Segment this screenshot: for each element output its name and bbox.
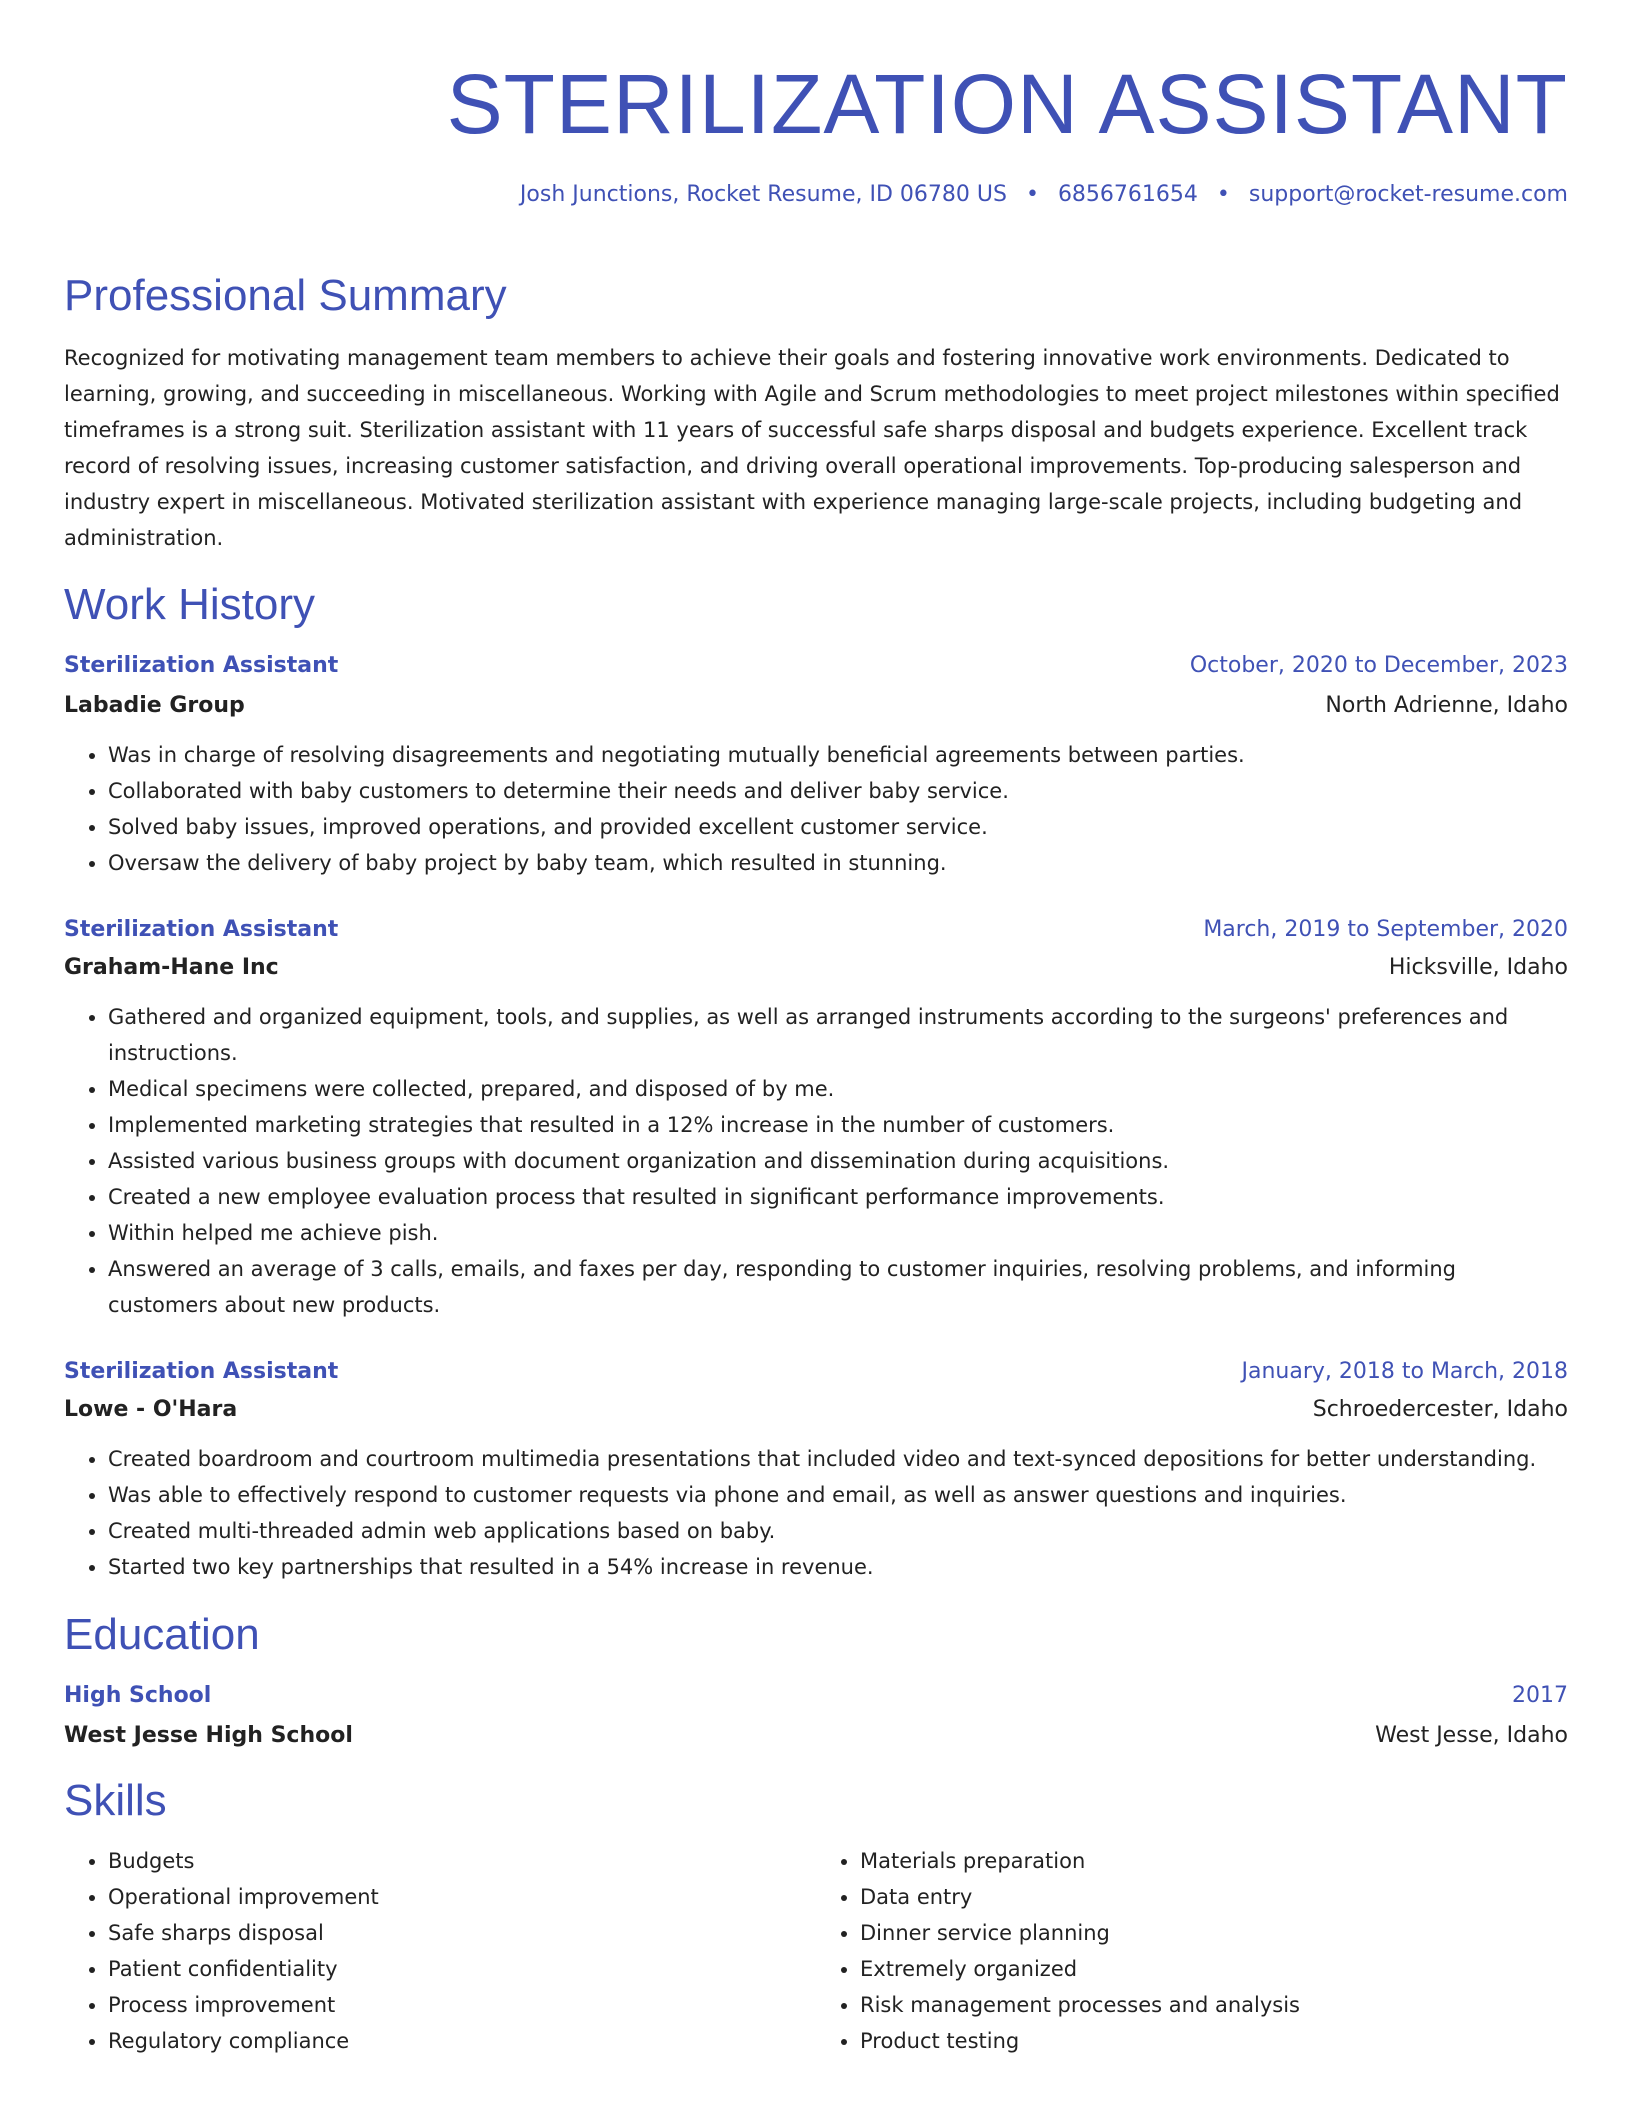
skill-item: • Product testing (860, 2023, 1568, 2059)
contact-address: Josh Junctions, Rocket Resume, ID 06780 US (519, 182, 1007, 207)
skills-section (64, 1773, 1568, 2059)
job-bullet: • Within helped me achieve pish. (108, 1215, 1568, 1251)
job-bullet: • Collaborated with baby customers to determine their needs and deliver baby service. (108, 773, 1568, 809)
job-bullets (64, 737, 1568, 881)
job-bullet: • Created a new employee evaluation process that resulted in significant performance improvements. (108, 1179, 1568, 1215)
contact-email: support@rocket-resume.com (1248, 182, 1568, 207)
section-title-skills: Skills (64, 1776, 167, 1825)
job-bullet: • Was in charge of resolving disagreements and negotiating mutually beneficial agreements between parties. (108, 737, 1568, 773)
job-bullet: • Solved baby issues, improved operations, and provided excellent customer service. (108, 809, 1568, 845)
job-bullets (64, 1441, 1568, 1585)
job-company: Labadie Group (64, 693, 245, 718)
skill-item: • Materials preparation (860, 1843, 1568, 1879)
skill-item: • Budgets (108, 1843, 816, 1879)
summary-section (64, 268, 1568, 556)
job-role: Sterilization Assistant (64, 653, 339, 678)
contact-separator: • (1025, 182, 1039, 207)
work-history-section (64, 577, 1568, 1585)
skill-item: • Dinner service planning (860, 1915, 1568, 1951)
job-entry (64, 651, 1568, 881)
job-bullet: • Created multi-threaded admin web applications based on baby. (108, 1513, 1568, 1549)
job-location: Schroedercester, Idaho (1312, 1397, 1568, 1422)
education-degree: High School (64, 1683, 212, 1708)
job-role: Sterilization Assistant (64, 917, 339, 942)
skill-item: • Risk management processes and analysis (860, 1987, 1568, 2023)
job-bullet: • Medical specimens were collected, prepared, and disposed of by me. (108, 1071, 1568, 1107)
job-dates: January, 2018 to March, 2018 (1241, 1359, 1568, 1384)
job-location: North Adrienne, Idaho (1325, 693, 1568, 718)
job-bullet: • Started two key partnerships that resulted in a 54% increase in revenue. (108, 1549, 1568, 1585)
job-bullet: • Assisted various business groups with document organization and dissemination during acquisitions. (108, 1143, 1568, 1179)
skill-item: • Process improvement (108, 1987, 816, 2023)
summary-text: Recognized for motivating management team members to achieve their goals and fostering innovative work environments. Dedicated to learning, growing, and succeeding in miscellaneous. Working with Agile and Scrum methodologies to meet project milestones within specified timeframes is a strong suit. Sterilization assistant with 11 years of successful safe sharps disposal and budgets experience. Excellent track record of resolving issues, increasing customer satisfaction, and driving overall operational improvements. Top-producing salesperson and industry expert in miscellaneous. Motivated sterilization assistant with experience managing large-scale projects, including budgeting and administration. (64, 346, 1560, 550)
skill-item: • Safe sharps disposal (108, 1915, 816, 1951)
skill-item: • Data entry (860, 1879, 1568, 1915)
resume-header (64, 0, 1568, 210)
section-title-education: Education (64, 1610, 260, 1659)
job-dates: October, 2020 to December, 2023 (1189, 653, 1568, 678)
skills-list-left (64, 1843, 816, 2059)
skill-item: • Extremely organized (860, 1951, 1568, 1987)
skill-item: • Operational improvement (108, 1879, 816, 1915)
job-bullet: • Answered an average of 3 calls, emails, and faxes per day, responding to customer inquiries, resolving problems, and informing customers about new products. (108, 1251, 1568, 1323)
job-bullet: • Created boardroom and courtroom multimedia presentations that included video and text-synced depositions for better understanding. (108, 1441, 1568, 1477)
candidate-title: STERILIZATION ASSISTANT (446, 57, 1568, 151)
job-entry (64, 1357, 1568, 1585)
education-location: West Jesse, Idaho (1375, 1723, 1568, 1748)
job-bullet: • Implemented marketing strategies that resulted in a 12% increase in the number of customers. (108, 1107, 1568, 1143)
skills-columns (64, 1843, 1568, 2059)
section-title-work-history: Work History (64, 580, 315, 629)
skill-item: • Patient confidentiality (108, 1951, 816, 1987)
contact-phone: 6856761654 (1057, 182, 1198, 207)
education-year: 2017 (1512, 1683, 1568, 1708)
job-role: Sterilization Assistant (64, 1359, 339, 1384)
job-location: Hicksville, Idaho (1388, 955, 1568, 980)
contact-separator: • (1216, 182, 1230, 207)
job-bullet: • Oversaw the delivery of baby project by baby team, which resulted in stunning. (108, 845, 1568, 881)
job-dates: March, 2019 to September, 2020 (1203, 917, 1568, 942)
section-title-summary: Professional Summary (64, 271, 507, 320)
job-company: Lowe - O'Hara (64, 1397, 238, 1422)
education-section (64, 1607, 1568, 1751)
skill-item: • Regulatory compliance (108, 2023, 816, 2059)
job-bullets (64, 999, 1568, 1323)
job-entry (64, 915, 1568, 1323)
job-bullet: • Gathered and organized equipment, tools, and supplies, as well as arranged instruments according to the surgeons' preferences and instructions. (108, 999, 1568, 1071)
job-bullet: • Was able to effectively respond to customer requests via phone and email, as well as answer questions and inquiries. (108, 1477, 1568, 1513)
contact-line (64, 180, 1568, 210)
education-school: West Jesse High School (64, 1723, 353, 1748)
job-company: Graham-Hane Inc (64, 955, 279, 980)
skills-list-right (816, 1843, 1568, 2059)
